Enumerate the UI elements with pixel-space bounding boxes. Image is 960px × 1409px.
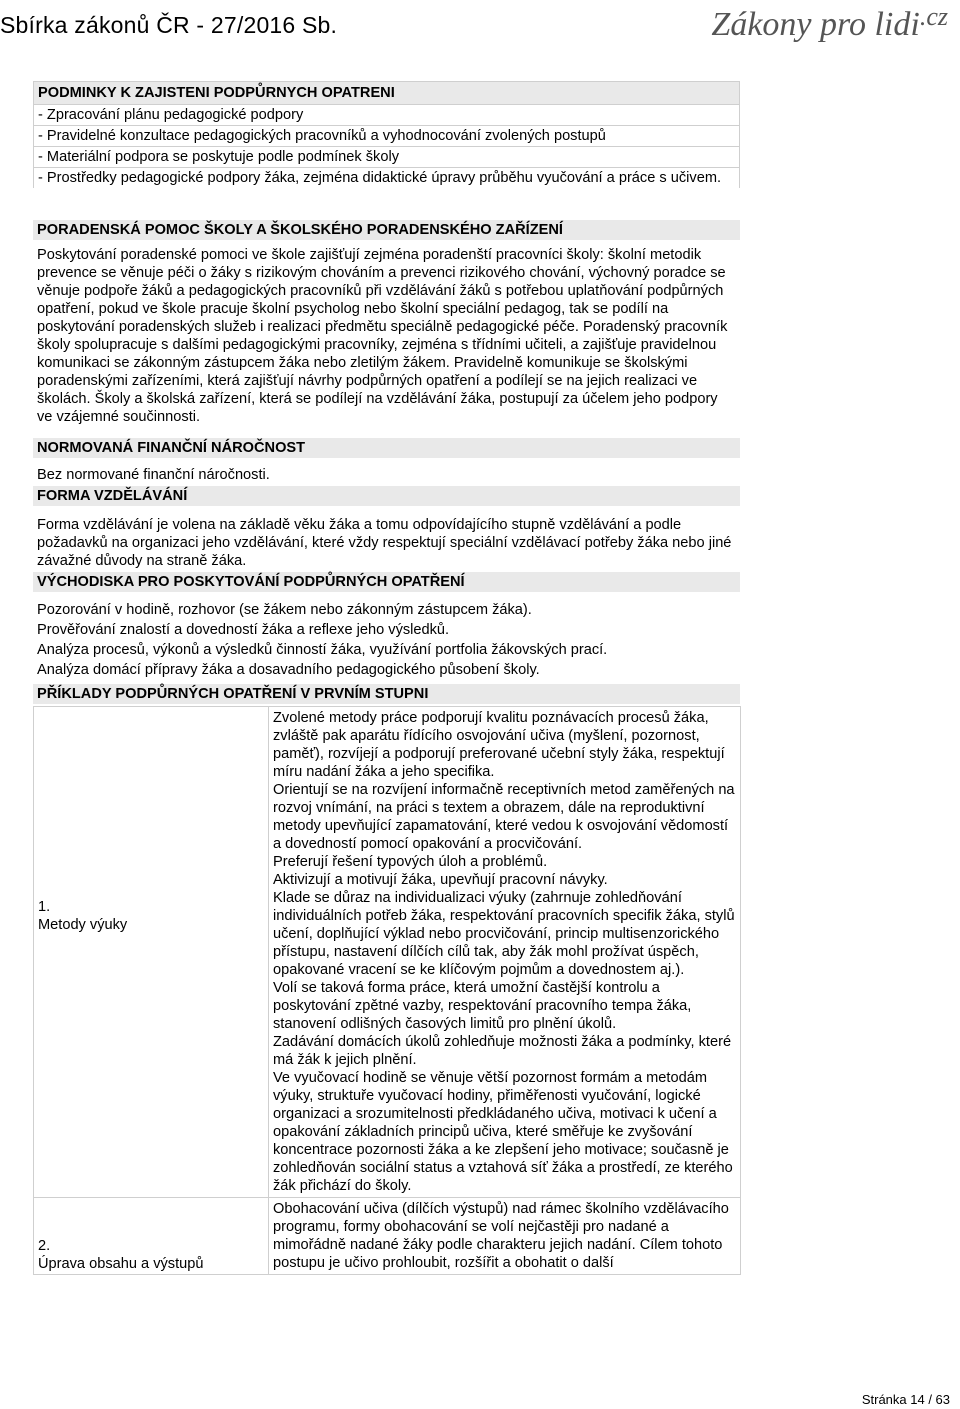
financial-heading: NORMOVANÁ FINANČNÍ NÁROČNOST <box>33 438 740 458</box>
basis-section <box>33 572 740 680</box>
table-row <box>34 707 741 1198</box>
row-line: Volí se taková forma práce, která umožní častější kontrolu a poskytování zpětné vazby, respektování pracovního tempa žáka, stanovení odlišných časových limitů pro plnění úkolů. <box>273 980 692 1032</box>
row-number: 1. <box>38 899 51 915</box>
row-label-cell <box>34 707 269 1198</box>
logo-text: Zákony pro lidi <box>711 6 920 43</box>
financial-section <box>33 438 740 485</box>
row-line: Orientují se na rozvíjení informačně receptivních metod zaměřených na rozvoj vnímání, na práci s textem a obrazem, dále na reproduktivní metody upevňující zapamatování, které vedou k osvojování vědomostí a dovedností pomocí opakování a procvičování. <box>273 782 735 852</box>
row-content-cell <box>269 707 741 1198</box>
basis-line: Analýza procesů, výkonů a výsledků činností žáka, využívání portfolia žákovských prací. <box>37 642 608 658</box>
form-heading: FORMA VZDĚLÁVÁNÍ <box>33 486 740 506</box>
financial-text: Bez normované finanční náročnosti. <box>37 467 270 483</box>
conditions-section <box>33 81 740 188</box>
row-line: Klade se důraz na individualizaci výuky (zahrnuje zohledňování individuálních potřeb žáka, respektování pracovních specifik žáka, stylů učení, doplňující výklad nebo procvičování, princip multisenzorického přístupu, nastavení dílčích cílů tak, aby žák mohl prožívat úspěch, opakované vracení se ke klíčovým pojmům a dovednostem aj.). <box>273 890 735 978</box>
counseling-section <box>33 220 740 427</box>
examples-heading-box <box>33 684 740 704</box>
site-logo[interactable] <box>711 2 948 44</box>
row-line: Zvolené metody práce podporují kvalitu poznávacích procesů žáka, zvláště pak aparátu řídícího osvojování učiva (myšlení, pozornost, paměť), rozvíjejí a podporují preferované učební styly žáka, respektují míru nadání žáka a jeho specifika. <box>273 710 725 780</box>
conditions-item: - Materiální podpora se poskytuje podle podmínek školy <box>33 147 740 168</box>
form-text: Forma vzdělávání je volena na základě věku žáka a tomu odpovídajícího stupně vzdělávání a podle požadavků na organizaci jeho vzdělávání, které vždy respektují speciální vzdělávací potřeby žáka nebo jiné závažné důvody na straně žáka. <box>37 517 732 569</box>
conditions-item: - Zpracování plánu pedagogické podpory <box>33 105 740 126</box>
counseling-heading: PORADENSKÁ POMOC ŠKOLY A ŠKOLSKÉHO PORADENSKÉHO ZAŘÍZENÍ <box>33 220 740 240</box>
form-section <box>33 486 740 571</box>
examples-heading: PŘÍKLADY PODPŮRNÝCH OPATŘENÍ V PRVNÍM STUPNI <box>33 684 740 704</box>
row-label: Metody výuky <box>38 917 128 933</box>
conditions-item: - Prostředky pedagogické podpory žáka, zejména didaktické úpravy průběhu vyučování a práce s učivem. <box>33 168 740 188</box>
row-number: 2. <box>38 1238 51 1254</box>
row-line: Aktivizují a motivují žáka, upevňují pracovní návyky. <box>273 872 608 888</box>
page-number: Stránka 14 / 63 <box>861 1392 950 1407</box>
conditions-item: - Pravidelné konzultace pedagogických pracovníků a vyhodnocování zvolených postupů <box>33 126 740 147</box>
collection-title: Sbírka zákonů ČR - 27/2016 Sb. <box>0 12 338 38</box>
row-content-cell <box>269 1198 741 1275</box>
basis-line: Pozorování v hodině, rozhovor (se žákem nebo zákonným zástupcem žáka). <box>37 602 532 618</box>
row-label-cell <box>34 1198 269 1275</box>
basis-line: Prověřování znalostí a dovedností žáka a reflexe jeho výsledků. <box>37 622 450 638</box>
row-line: Zadávání domácích úkolů zohledňuje možnosti žáka a podmínky, které má žák k jejich plnění. <box>273 1034 732 1068</box>
row-line: Obohacování učiva (dílčích výstupů) nad rámec školního vzdělávacího programu, formy obohacování se volí nejčastěji pro nadané a mimořádně nadané žáky podle charakteru jejich nadání. Cílem tohoto postupu je učivo prohloubit, rozšířit a obohatit o další <box>273 1201 729 1271</box>
basis-line: Analýza domácí přípravy žáka a dosavadního pedagogického působení školy. <box>37 662 540 678</box>
row-label: Úprava obsahu a výstupů <box>38 1256 204 1272</box>
row-line: Preferují řešení typových úloh a problémů. <box>273 854 548 870</box>
basis-heading: VÝCHODISKA PRO POSKYTOVÁNÍ PODPŮRNÝCH OPATŘENÍ <box>33 572 740 592</box>
counseling-text: Poskytování poradenské pomoci ve škole zajišťují zejména poradenští pracovníci školy: školní metodik prevence se věnuje péči o žáky s rizikovým chováním a prevenci rizikového chování, výchovný poradce se věnuje podpoře žáků a pedagogických pracovníků při vzdělávání žáků s potřebou uplatňování podpůrných opatření, pokud ve škole pracuje školní psycholog nebo školní speciální pedagog, tak se podílí na poskytování poradenských služeb i realizaci předmětu speciálně pedagogické péče. Poradenský pracovník školy spolupracuje s dalšími pedagogickými pracovníky, zejména s třídními učiteli, a zajišťuje pravidelnou komunikaci se zákonným zástupcem žáka nebo zletilým žákem. Pravidelně komunikuje se školskými poradenskými zařízeními, která zajišťují návrhy podpůrných opatření a podílejí se na jejich realizaci ve školách. Školy a školská zařízení, která se podílejí na vzdělávání žáka, postupují za účelem jeho podpory ve vzájemné součinnosti. <box>37 247 728 425</box>
table-row <box>34 1198 741 1275</box>
examples-table <box>33 706 741 1275</box>
row-line: Ve vyučovací hodině se věnuje větší pozornost formám a metodám výuky, struktuře vyučovací hodiny, přiměřenosti vyučování, logické organizaci a srozumitelnosti předkládaného učiva, motivaci k učení a opakování základních principů učiva, které směřuje ke zvyšování koncentrace pozornosti žáka a ke zlepšení jeho motivace; současně je zohledňován sociální status a vztahová síť žáka a prostředí, ze kterého žák přichází do školy. <box>273 1070 733 1194</box>
logo-suffix: .cz <box>919 2 948 31</box>
conditions-heading: PODMINKY K ZAJISTENI PODPŮRNYCH OPATRENI <box>33 81 740 105</box>
